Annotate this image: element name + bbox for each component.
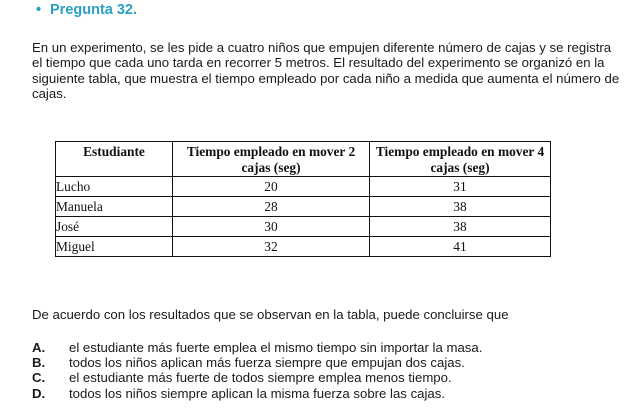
header-four-boxes: Tiempo empleado en mover 4 cajas (seg) xyxy=(370,142,551,177)
table-row xyxy=(56,177,551,197)
intro-line: cajas. xyxy=(32,86,67,102)
student-name: José xyxy=(56,217,173,237)
option-text: todos los niños aplican más fuerza siempre que empujan dos cajas. xyxy=(69,355,465,371)
intro-line: En un experimento, se les pide a cuatro niños que empujen diferente número de cajas y se registra xyxy=(32,40,612,55)
student-name: Lucho xyxy=(56,177,173,197)
time-four-boxes: 41 xyxy=(370,237,551,257)
time-two-boxes: 32 xyxy=(173,237,370,257)
table-header-row xyxy=(56,142,551,177)
time-two-boxes: 30 xyxy=(173,217,370,237)
time-four-boxes: 38 xyxy=(370,217,551,237)
table-row xyxy=(56,197,551,217)
option-letter: B. xyxy=(32,355,46,371)
time-four-boxes: 31 xyxy=(370,177,551,197)
intro-paragraph xyxy=(32,40,622,102)
answer-options xyxy=(32,340,482,401)
results-table xyxy=(55,141,551,257)
conclusion-text: De acuerdo con los resultados que se observan en la tabla, puede concluirse que xyxy=(32,307,509,322)
question-heading xyxy=(36,2,137,18)
time-two-boxes: 28 xyxy=(173,197,370,217)
option-letter: D. xyxy=(32,385,46,401)
option-letter: A. xyxy=(32,340,46,355)
option-text: el estudiante más fuerte de todos siempre emplea menos tiempo. xyxy=(69,370,452,386)
option-a[interactable] xyxy=(32,340,482,355)
student-name: Manuela xyxy=(56,197,173,217)
intro-line: el tiempo que cada uno tarda en recorrer 5 metros. El resultado del experimento se organizó en la xyxy=(32,55,605,71)
option-text: todos los niños siempre aplican la misma fuerza sobre las cajas. xyxy=(69,385,446,401)
intro-line: siguiente tabla, que muestra el tiempo empleado por cada niño a medida que aumenta el número de xyxy=(32,70,620,86)
bullet-icon: • xyxy=(36,2,42,18)
header-student: Estudiante xyxy=(56,142,173,177)
header-two-boxes: Tiempo empleado en mover 2 cajas (seg) xyxy=(173,142,370,177)
option-letter: C. xyxy=(32,370,46,386)
time-four-boxes: 38 xyxy=(370,197,551,217)
time-two-boxes: 20 xyxy=(173,177,370,197)
option-text: el estudiante más fuerte emplea el mismo tiempo sin importar la masa. xyxy=(69,340,483,355)
option-d[interactable] xyxy=(32,386,482,401)
option-b[interactable] xyxy=(32,355,482,370)
table-row xyxy=(56,237,551,257)
table-row xyxy=(56,217,551,237)
student-name: Miguel xyxy=(56,237,173,257)
question-title: Pregunta 32. xyxy=(50,2,138,18)
option-c[interactable] xyxy=(32,370,482,385)
